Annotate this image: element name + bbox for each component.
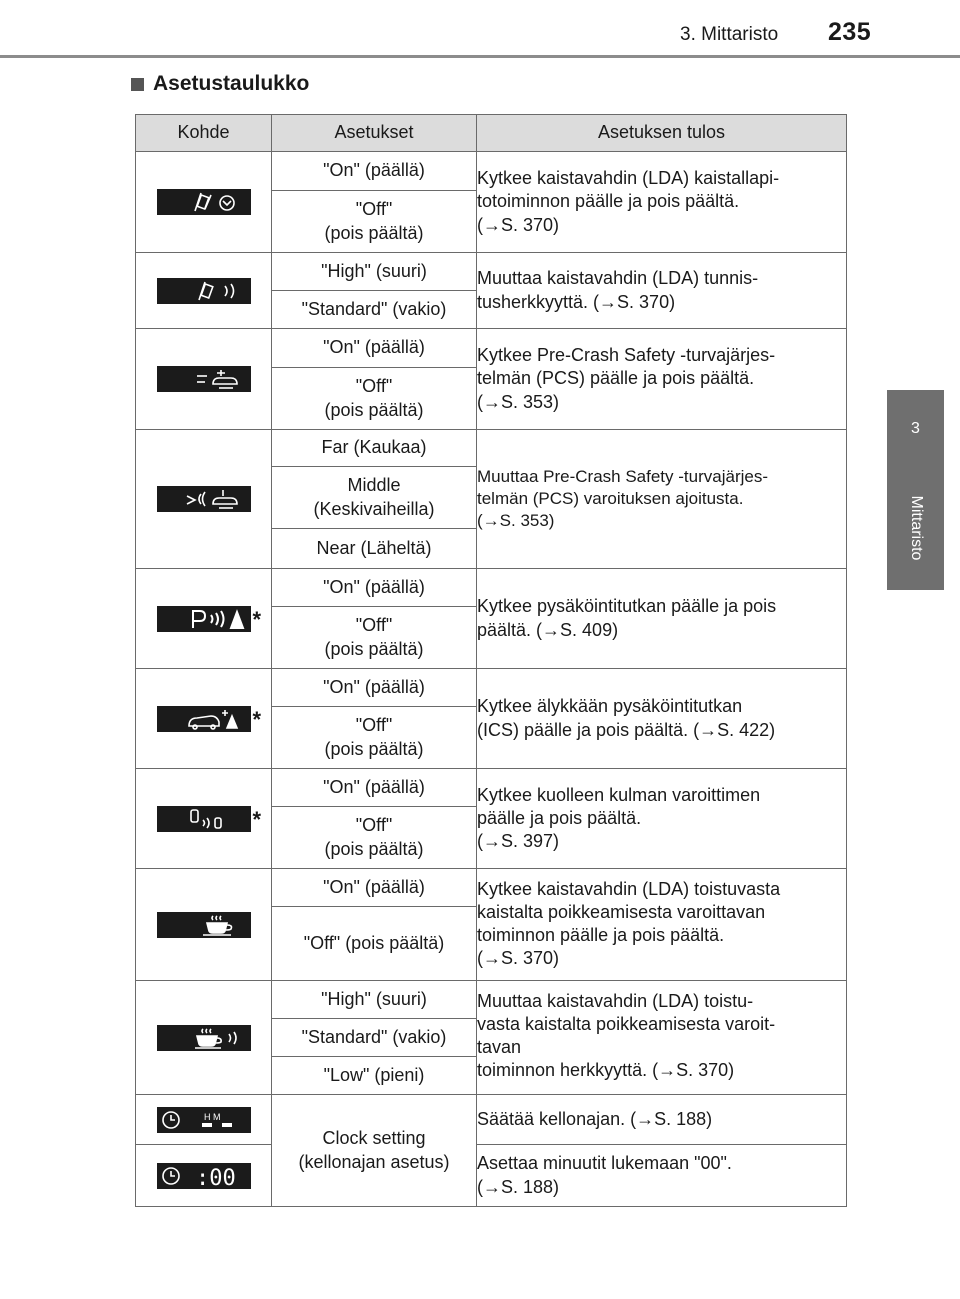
item-cell [136,1095,272,1145]
table-row [136,152,847,191]
setting-cell: "On" (päällä) [272,869,477,907]
blind-spot-monitor-icon [157,806,251,832]
sway-warning-icon [157,912,251,938]
item-cell [136,569,272,669]
table-row [136,329,847,368]
bullet-square-icon [131,78,144,91]
table-row [136,1145,847,1207]
section-title-text: Asetustaulukko [153,72,310,95]
result-cell: Asettaa minuutit lukemaan "00". (→S. 188) [477,1145,847,1207]
item-cell [136,769,272,869]
result-cell: Kytkee kaistavahdin (LDA) kaistallapi- totoiminnon päälle ja pois päältä. (→S. 370) [477,152,847,253]
result-cell: Kytkee älykkään pysäköintitutkan (ICS) päälle ja pois päältä. (→S. 422) [477,669,847,769]
setting-cell: Near (Läheltä) [272,529,477,569]
column-header-asetukset: Asetukset [272,115,477,152]
result-cell: Muuttaa kaistavahdin (LDA) toistu- vasta kaistalta poikkeamisesta varoit- tavan toiminnon herkkyyttä. (→S. 370) [477,981,847,1095]
side-tab-label: Mittaristo [907,495,925,561]
pcs-icon [157,366,251,392]
setting-cell: "Off" (pois päältä) [272,807,477,869]
clock-reset-icon [157,1163,251,1189]
setting-cell: "On" (päällä) [272,152,477,191]
sway-sensitivity-icon [157,1025,251,1051]
table-row [136,669,847,707]
column-header-kohde: Kohde [136,115,272,152]
ics-icon [157,706,251,732]
setting-cell: "High" (suuri) [272,981,477,1019]
item-cell [136,981,272,1095]
setting-cell: "Off" (pois päältä) [272,368,477,430]
table-row [136,869,847,907]
setting-cell: "On" (päällä) [272,329,477,368]
table-row [136,569,847,607]
clock-hm-icon [157,1107,251,1133]
column-header-tulos: Asetuksen tulos [477,115,847,152]
setting-cell: "Off" (pois päältä) [272,707,477,769]
result-cell: Säätää kellonajan. (→S. 188) [477,1095,847,1145]
result-cell: Kytkee kaistavahdin (LDA) toistuvasta kaistalta poikkeamisesta varoittavan toiminnon päälle ja pois päältä. (→S. 370) [477,869,847,981]
table-row [136,430,847,467]
item-cell [136,1145,272,1207]
pcs-timing-icon [157,486,251,512]
result-cell: Kytkee kuolleen kulman varoittimen päälle ja pois päältä. (→S. 397) [477,769,847,869]
table-row [136,769,847,807]
setting-cell: "On" (päällä) [272,669,477,707]
item-cell [136,253,272,329]
setting-cell: Middle (Keskivaiheilla) [272,467,477,529]
item-cell [136,329,272,430]
page-number: 235 [828,18,872,46]
footnote-asterisk: * [252,606,262,632]
item-cell [136,869,272,981]
setting-cell: Far (Kaukaa) [272,430,477,467]
setting-cell: "Standard" (vakio) [272,291,477,329]
result-cell: Muuttaa kaistavahdin (LDA) tunnis- tusherkkyyttä. (→S. 370) [477,253,847,329]
side-tab-number: 3 [911,420,920,437]
item-cell [136,430,272,569]
setting-cell: "Off" (pois päältä) [272,607,477,669]
footnote-asterisk: * [252,806,262,832]
table-row [136,1095,847,1145]
setting-cell: "On" (päällä) [272,569,477,607]
clock-hm-label: H M [203,1111,220,1122]
setting-cell: Clock setting (kellonajan asetus) [272,1095,477,1207]
item-cell [136,669,272,769]
setting-cell: "Low" (pieni) [272,1057,477,1095]
chapter-title: 3. Mittaristo [680,24,779,45]
setting-cell: "Off" (pois päältä) [272,191,477,253]
table-row [136,253,847,291]
setting-cell: "Off" (pois päältä) [272,907,477,981]
setting-cell: "High" (suuri) [272,253,477,291]
section-title [131,72,309,96]
clock-reset-label: :00 [195,1165,236,1187]
result-cell: Kytkee pysäköintitutkan päälle ja pois päältä. (→S. 409) [477,569,847,669]
lda-lane-departure-icon [157,189,251,215]
footnote-asterisk: * [252,706,262,732]
item-cell [136,152,272,253]
header-rule [0,55,960,58]
table-row [136,981,847,1019]
setting-cell: "Standard" (vakio) [272,1019,477,1057]
lda-sensitivity-icon [157,278,251,304]
settings-table [135,114,847,1207]
result-cell: Kytkee Pre-Crash Safety -turvajärjes- telmän (PCS) päälle ja pois päältä. (→S. 353) [477,329,847,430]
chapter-side-tab [887,390,944,590]
table-header-row [136,115,847,152]
setting-cell: "On" (päällä) [272,769,477,807]
result-cell: Muuttaa Pre-Crash Safety -turvajärjes- telmän (PCS) varoituksen ajoitusta. (→S. 353) [477,430,847,569]
parking-sensor-icon [157,606,251,632]
